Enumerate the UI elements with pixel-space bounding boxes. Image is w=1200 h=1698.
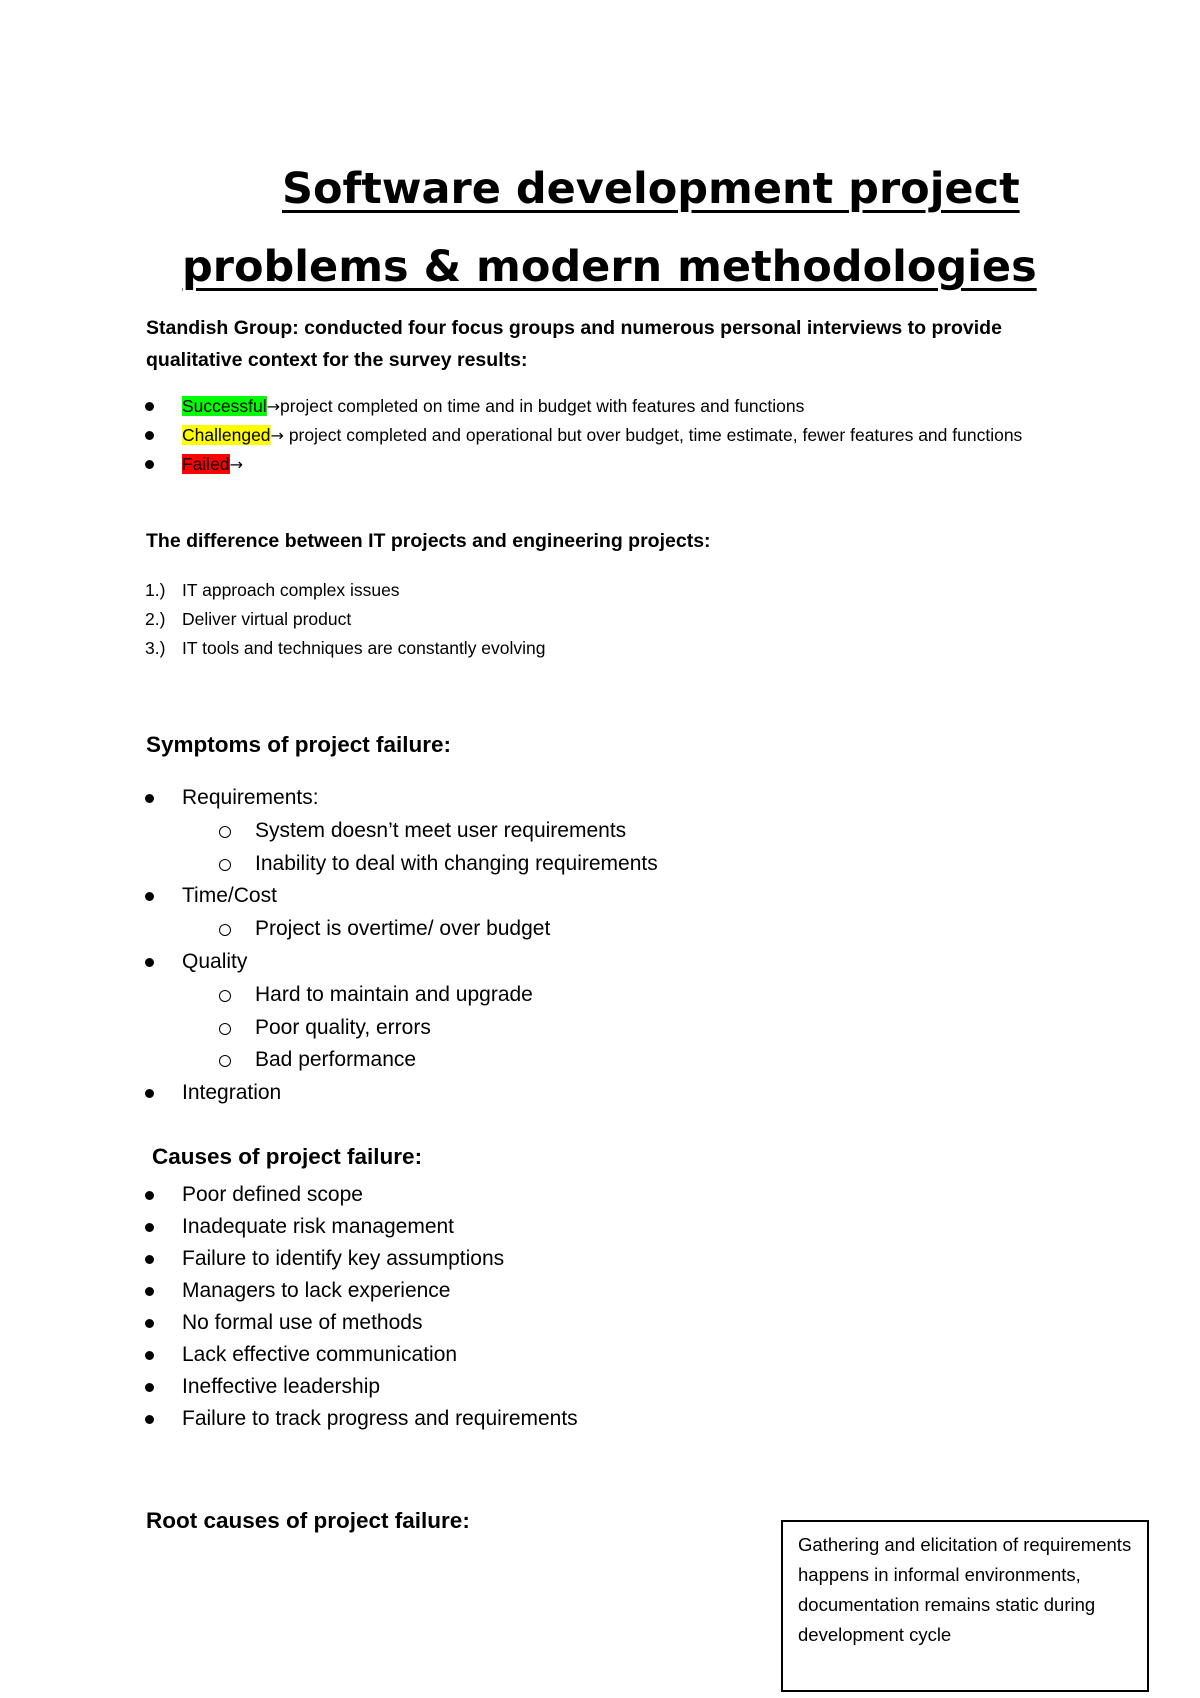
list-item [0,1371,982,1403]
bullet-icon [145,402,154,411]
list-item [0,880,982,913]
root-causes-heading: Root causes of project failure: [146,1508,470,1533]
list-number: 1.) [145,580,166,600]
circle-bullet-icon [219,1055,231,1067]
outcome-text: project completed on time and in budget with features and functions [280,396,805,416]
list-item [0,576,1062,605]
sub-list-item [0,913,1055,946]
causes-list [0,1179,982,1435]
cause-text: Inadequate risk management [182,1215,455,1238]
arrow-right-icon: → [266,397,281,416]
cause-text: Failure to identify key assumptions [182,1247,505,1270]
bullet-icon [145,1255,154,1264]
bullet-icon [145,1287,154,1296]
cause-text: Failure to track progress and requirements [182,1407,578,1430]
list-item [0,1211,982,1243]
difference-heading: The difference between IT projects and engineering projects: [146,530,711,552]
arrow-right-icon: → [270,426,284,445]
circle-bullet-icon [219,1023,231,1035]
bullet-icon [145,1223,154,1232]
outcome-label-successful: Successful [182,396,267,416]
sub-list-item [0,815,1055,848]
list-item [0,1179,982,1211]
list-item [0,392,1062,421]
symptom-sub-text: Hard to maintain and upgrade [255,982,533,1006]
bullet-icon [145,1319,154,1328]
circle-bullet-icon [219,826,231,838]
sub-list-item [0,979,1055,1012]
list-item [0,1243,982,1275]
cause-text: Managers to lack experience [182,1279,451,1302]
symptoms-heading: Symptoms of project failure: [146,732,452,757]
list-item [0,1403,982,1435]
bullet-icon [145,1089,154,1098]
bullet-icon [145,460,154,469]
outcome-label-challenged: Challenged [182,425,271,445]
cause-text: Poor defined scope [182,1183,363,1206]
bullet-icon [145,794,154,803]
intro-paragraph: Standish Group: conducted four focus groups and numerous personal interviews to provide qualitative context for the survey results: [146,317,1002,371]
sub-list-item [0,848,1055,881]
list-item [0,1077,982,1110]
causes-heading: Causes of project failure: [152,1144,423,1169]
circle-bullet-icon [219,924,231,936]
list-item [0,1307,982,1339]
list-item [0,634,1062,663]
list-item [0,1339,982,1371]
symptom-text: Quality [182,949,248,973]
list-number: 3.) [145,638,166,658]
cause-text: Ineffective leadership [182,1375,381,1398]
bullet-icon [145,892,154,901]
outcome-label-failed: Failed [182,454,230,474]
page-title [130,150,1080,306]
circle-bullet-icon [219,859,231,871]
sub-list-item [0,1044,1055,1077]
symptoms-list [0,782,1055,1110]
arrow-right-icon: → [229,455,244,474]
bullet-icon [145,1351,154,1360]
list-item-text: IT approach complex issues [182,580,400,600]
symptom-sub-text: Bad performance [255,1048,417,1072]
bullet-icon [145,958,154,967]
list-item [0,782,982,815]
cause-text: No formal use of methods [182,1311,423,1334]
title-line-1: Software development project [282,164,1020,214]
list-item-text: Deliver virtual product [182,609,352,629]
bullet-icon [145,1383,154,1392]
difference-list [0,576,1062,663]
list-item [0,1275,982,1307]
note-box [781,1520,1149,1692]
sub-list-item [0,1012,1055,1045]
symptom-sub-text: Inability to deal with changing requirements [255,851,658,875]
bullet-icon [145,431,154,440]
list-item [0,450,1062,479]
symptom-text: Requirements: [182,786,319,809]
symptom-sub-text: System doesn’t meet user requirements [255,818,627,842]
list-item [0,421,1062,450]
symptom-sub-text: Poor quality, errors [255,1015,431,1039]
bullet-icon [145,1191,154,1200]
title-line-2: problems & modern methodologies [182,242,1037,292]
note-text: Gathering and elicitation of requirements happens in informal environments, documentation remains static during development cycle [798,1534,1132,1645]
list-item [0,946,982,979]
outcome-text: project completed and operational but over budget, time estimate, fewer features and functions [283,425,1023,445]
list-number: 2.) [145,609,166,629]
symptom-text: Integration [182,1081,282,1105]
list-item [0,605,1062,634]
outcomes-list [0,392,1062,479]
cause-text: Lack effective communication [182,1343,458,1366]
list-item-text: IT tools and techniques are constantly evolving [182,638,546,658]
circle-bullet-icon [219,990,231,1002]
bullet-icon [145,1415,154,1424]
symptom-sub-text: Project is overtime/ over budget [255,917,551,941]
symptom-text: Time/Cost [182,884,277,908]
